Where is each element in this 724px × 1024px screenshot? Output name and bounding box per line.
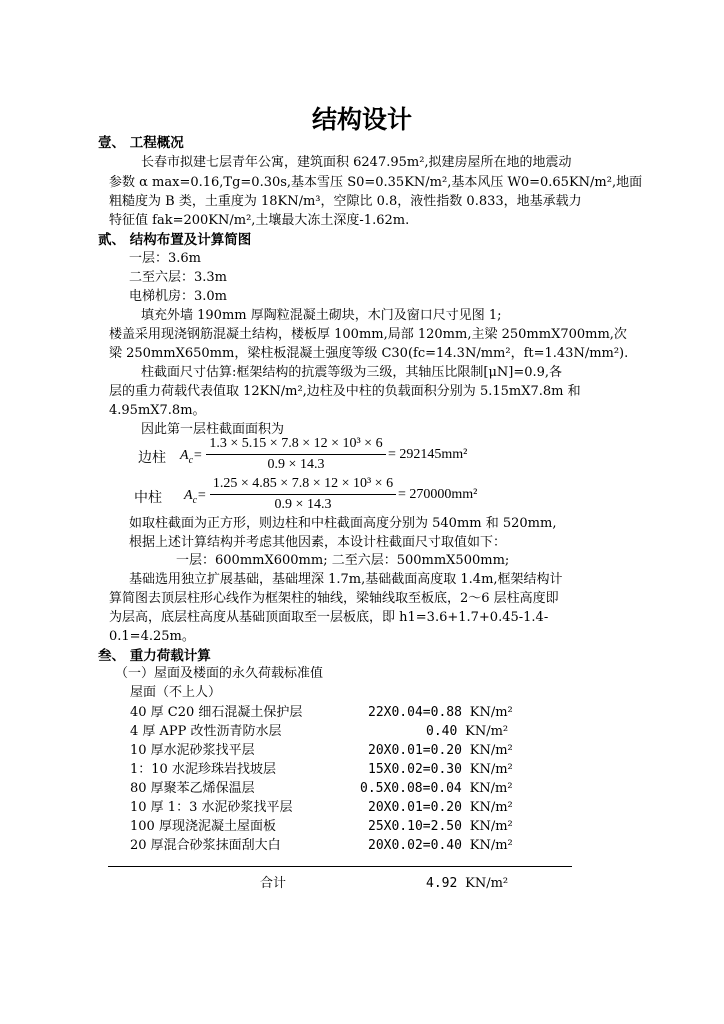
load-row-desc: 4 厚 APP 改性沥青防水层 bbox=[130, 724, 282, 739]
page-title: 结构设计 bbox=[311, 105, 412, 134]
paragraph-line: 如取柱截面为正方形，则边柱和中柱截面高度分别为 540mm 和 520mm, bbox=[129, 516, 557, 531]
paragraph-line: 梁 250mmX650mm，梁柱板混凝土强度等级 C30(fc=14.3N/mm²，ft=1.43N/mm²). bbox=[109, 346, 629, 361]
load-row-value: 15X0.02=0.30 KN/m² bbox=[368, 762, 513, 777]
paragraph-line: 0.1=4.25m。 bbox=[109, 629, 195, 644]
paragraph-line: 粗糙度为 B 类，土重度为 18KN/m³，空隙比 0.8，液性指数 0.833，地基承载力 bbox=[109, 194, 582, 209]
load-row-value: 0.5X0.08=0.04 KN/m² bbox=[360, 781, 513, 796]
paragraph-line: 4.95mX7.8m。 bbox=[109, 403, 206, 418]
load-row-desc: 10 厚 1：3 水泥砂浆找平层 bbox=[130, 800, 293, 815]
load-row-desc: 20 厚混合砂浆抹面刮大白 bbox=[130, 838, 281, 853]
paragraph-line: 因此第一层柱截面面积为 bbox=[141, 422, 285, 437]
floor-height-2-6: 二至六层：3.3m bbox=[129, 270, 228, 285]
numerator: 1.25 × 4.85 × 7.8 × 12 × 10³ × 6 bbox=[212, 476, 394, 491]
load-row-desc: 80 厚聚苯乙烯保温层 bbox=[130, 781, 255, 796]
equation-lhs-mid: $A_c=$ bbox=[184, 488, 207, 506]
fraction-mid bbox=[210, 476, 396, 513]
paragraph-line: 参数 α max=0.16,Tg=0.30s,基本雪压 S0=0.35KN/m²,基本风压 W0=0.65KN/m²,地面 bbox=[109, 175, 643, 190]
equation-rhs-mid: = 270000mm² bbox=[398, 487, 478, 502]
denominator: 0.9 × 14.3 bbox=[267, 457, 325, 472]
fraction-bar bbox=[206, 454, 386, 455]
paragraph-line: 填充外墙 190mm 厚陶粒混凝土砌块，木门及窗口尺寸见图 1; bbox=[141, 308, 502, 323]
section-heading-3: 叁、 重力荷载计算 bbox=[98, 648, 211, 664]
paragraph-line: 长春市拟建七层青年公寓，建筑面积 6247.95m²,拟建房屋所在地的地震动 bbox=[141, 155, 572, 170]
load-row-value: 25X0.10=2.50 KN/m² bbox=[368, 819, 513, 834]
numerator: 1.3 × 5.15 × 7.8 × 12 × 10³ × 6 bbox=[209, 436, 383, 451]
paragraph-line: 根据上述计算结构并考虑其他因素，本设计柱截面尺寸取值如下： bbox=[129, 535, 507, 550]
paragraph-line: 特征值 fak=200KN/m²,土壤最大冻土深度-1.62m. bbox=[109, 213, 410, 228]
paragraph-line: 算简图去顶层柱形心线作为框架柱的轴线，梁轴线取至板底，2～6 层柱高度即 bbox=[109, 591, 559, 606]
equation-lhs-edge: $A_c=$ bbox=[180, 448, 203, 466]
paragraph-line: 基础选用独立扩展基础，基础埋深 1.7m,基础截面高度取 1.4m,框架结构计 bbox=[129, 572, 563, 587]
equation-label-mid: 中柱 bbox=[134, 490, 162, 506]
load-row-value: 20X0.02=0.40 KN/m² bbox=[368, 838, 513, 853]
load-row-value: 20X0.01=0.20 KN/m² bbox=[368, 800, 513, 815]
paragraph-line: 楼盖采用现浇钢筋混凝土结构，楼板厚 100mm,局部 120mm,主梁 250mmX700mm,次 bbox=[109, 327, 627, 342]
total-label: 合计 bbox=[260, 876, 287, 891]
elevator-room-height: 电梯机房：3.0m bbox=[129, 289, 228, 304]
fraction-edge bbox=[206, 436, 386, 473]
equation-rhs-edge: = 292145mm² bbox=[388, 447, 468, 462]
load-row-desc: 10 厚水泥砂浆找平层 bbox=[130, 743, 255, 758]
subsection-heading: （一）屋面及楼面的永久荷载标准值 bbox=[115, 666, 324, 681]
roof-label: 屋面（不上人） bbox=[130, 685, 222, 700]
load-row-desc: 100 厚现浇泥凝土屋面板 bbox=[130, 819, 276, 834]
fraction-bar bbox=[210, 494, 396, 495]
total-value: 4.92 KN/m² bbox=[426, 876, 509, 891]
column-size-values: 一层：600mmX600mm; 二至六层：500mmX500mm; bbox=[176, 553, 510, 568]
floor-height-1: 一层：3.6m bbox=[129, 251, 202, 266]
section-heading-1: 壹、 工程概况 bbox=[98, 135, 184, 151]
load-row-value: 0.40 KN/m² bbox=[426, 724, 509, 739]
section-heading-2: 贰、 结构布置及计算简图 bbox=[98, 232, 252, 248]
total-divider bbox=[108, 866, 572, 867]
paragraph-line: 层的重力荷载代表值取 12KN/m²,边柱及中柱的负载面积分别为 5.15mX7.8m 和 bbox=[109, 384, 581, 399]
denominator: 0.9 × 14.3 bbox=[274, 497, 332, 512]
paragraph-line: 柱截面尺寸估算:框架结构的抗震等级为三级，其轴压比限制[μN]=0.9,各 bbox=[141, 365, 563, 380]
load-row-desc: 40 厚 C20 细石混凝土保护层 bbox=[130, 705, 303, 720]
paragraph-line: 为层高，底层柱高度从基础顶面取至一层板底，即 h1=3.6+1.7+0.45-1.4- bbox=[109, 610, 549, 625]
load-row-desc: 1：10 水泥珍珠岩找坡层 bbox=[130, 762, 276, 777]
load-row-value: 20X0.01=0.20 KN/m² bbox=[368, 743, 513, 758]
equation-label-edge: 边柱 bbox=[138, 450, 166, 466]
load-row-value: 22X0.04=0.88 KN/m² bbox=[368, 705, 513, 720]
